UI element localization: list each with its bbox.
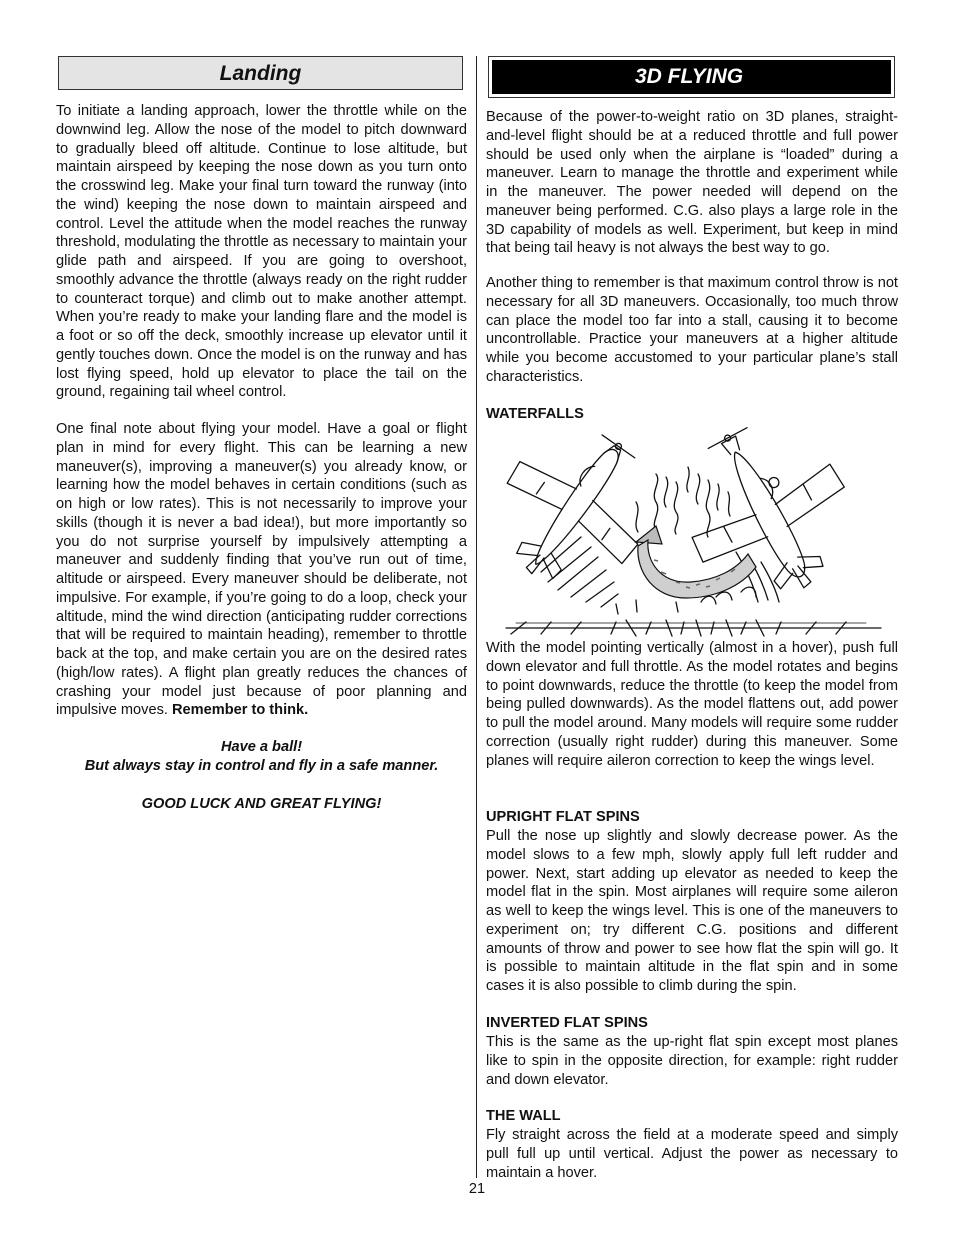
waterfalls-heading: WATERFALLS <box>486 406 584 422</box>
landing-header <box>58 56 463 90</box>
left-airplane-drawing <box>486 422 679 614</box>
page-number: 21 <box>468 1181 486 1197</box>
ground-hatching <box>506 600 881 636</box>
closing-note <box>56 738 467 776</box>
flying-paragraph-2: Another thing to remember is that maximum control throw is not necessary for all 3D maneuvers. Occasionally, too much throw can place the model too far into a stall, causing it to become uncontrollable. Practice your maneuvers at a higher altitude while you become accustomed to your particular plane’s stall characteristics. <box>486 275 898 385</box>
rotation-arrow-icon <box>636 526 756 598</box>
inverted-flat-spins-heading: INVERTED FLAT SPINS <box>486 1015 648 1031</box>
column-divider <box>476 56 477 1178</box>
landing-paragraph-1: To initiate a landing approach, lower the throttle while on the downwind leg. Allow the nose of the model to pitch downward to gradually bleed off altitude. Continue to lose altitude, but maintain airspeed by keeping the nose down as you turn onto the crosswind leg. Make your final turn toward the runway (into the wind) keeping the nose down to maintain airspeed and control. Level the attitude when the model reaches the runway threshold, modulating the throttle as necessary to maintain your glide path and airspeed. If you are going to overshoot, smoothly advance the throttle (always ready on the right rudder to counteract torque) and climb out to make another attempt. When you’re ready to make your landing flare and the model is a foot or so off the deck, smoothly increase up elevator until it gently touches down. Once the model is on the runway and has lost flying speed, hold up elevator to place the tail on the ground, regaining tail wheel control. <box>56 103 467 401</box>
air-swirls <box>636 467 730 537</box>
waterfall-illustration <box>486 422 898 640</box>
flying-paragraph-1: Because of the power-to-weight ratio on 3D planes, straight-and-level flight should be at a reduced throttle and full power should be used only when the airplane is “loaded” during a maneuver. Learn to manage the throttle and experiment while in the maneuver. The power needed will depend on the maneuver being performed. C.G. also plays a large role in the 3D capability of models as well. Experiment, but keep in mind that being tail heavy is not always the best way to go. <box>486 109 898 257</box>
flying-title: 3D FLYING <box>635 65 744 88</box>
the-wall-text: Fly straight across the field at a moderate speed and simply pull full up until vertical. Adjust the power as necessary to maintain a hover. <box>486 1127 898 1181</box>
closing-line-2: But always stay in control and fly in a safe manner. <box>84 757 439 774</box>
flying-header-bar <box>492 60 891 94</box>
remember-to-think: Remember to think. <box>171 702 309 719</box>
good-luck-line: GOOD LUCK AND GREAT FLYING! <box>141 796 382 812</box>
flying-header <box>488 56 895 98</box>
upright-flat-spins-text: Pull the nose up slightly and slowly decrease power. As the model slows to a few mph, slowly apply full left rudder and power. Next, start adding up elevator as needed to keep the model flat in the spin. Most airplanes will require some aileron as well to keep the wings level. This is one of the maneuvers to experiment on; try different C.G. positions and different amounts of throw and power to see how flat the spin will go. It is possible to maintain altitude in the flat spin and in some cases it is also possible to climb during the spin. <box>486 828 898 994</box>
landing-paragraph-2-text: One final note about flying your model. Have a goal or flight plan in mind for every flight. This can be learning a new maneuver(s), improving a maneuver(s) you already know, or learning how the model behaves in certain conditions (such as on high or low rates). This is not necessarily to improve your skills (though it is never a bad idea!), but more importantly so you do not surprise yourself by impulsively attempting a maneuver and suddenly finding that you’ve run out of time, altitude or airspeed. Every maneuver should be deliberate, not impulsive. For example, if you’re going to do a loop, check your altitude, mind the wind direction (anticipating rudder corrections that will be required to maintain heading), remember to throttle back at the top, and make certain you are on the desired rates (high/low rates). A flight plan greatly reduces the chances of crashing your model just because of poor planning and impulsive moves. <box>56 421 467 719</box>
the-wall-heading: THE WALL <box>486 1108 561 1124</box>
upright-flat-spins-heading: UPRIGHT FLAT SPINS <box>486 809 640 825</box>
landing-paragraph-2 <box>56 420 467 720</box>
landing-title: Landing <box>219 62 302 85</box>
inverted-flat-spins-text: This is the same as the up-right flat spin except most planes like to spin in the opposite direction, for example: right rudder and down elevator. <box>486 1034 898 1088</box>
waterfalls-text: With the model pointing vertically (almost in a hover), push full down elevator and full throttle. As the model rotates and begins to point downwards, reduce the throttle (to keep the model from being pulled downwards). As the model flattens out, add power to pull the model around. Many models will require some rudder correction (usually right rudder) during this maneuver. Some planes will require aileron correction to keep the wings level. <box>486 640 898 769</box>
closing-line-1: Have a ball! <box>220 739 303 755</box>
